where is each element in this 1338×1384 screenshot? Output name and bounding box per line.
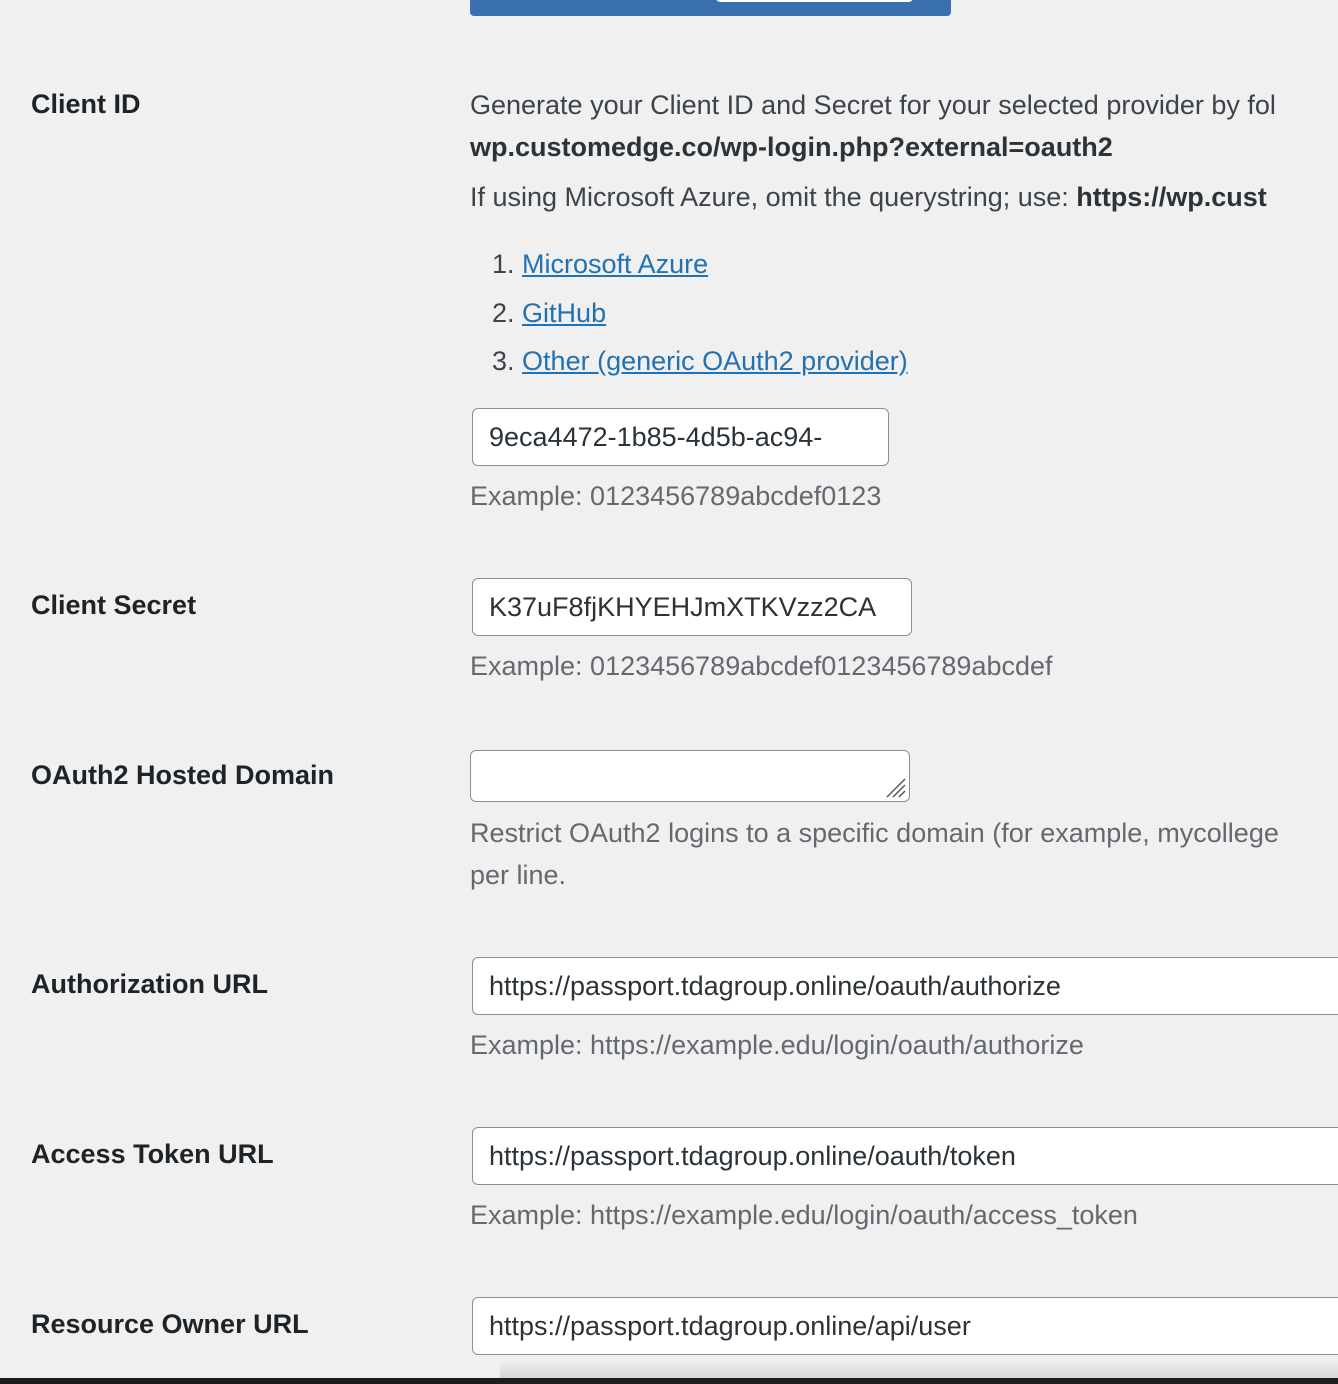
provider-list bbox=[492, 249, 908, 395]
redirect-url: wp.customedge.co/wp-login.php?external=oauth2 bbox=[470, 132, 1113, 162]
access-token-url-label: Access Token URL bbox=[31, 1139, 274, 1169]
generic-oauth2-link[interactable]: Other (generic OAuth2 provider) bbox=[522, 346, 908, 376]
azure-note bbox=[470, 182, 1267, 213]
hosted-domain-label: OAuth2 Hosted Domain bbox=[31, 760, 335, 790]
provider-select-bar[interactable] bbox=[470, 0, 951, 16]
microsoft-azure-link[interactable]: Microsoft Azure bbox=[522, 249, 709, 279]
list-item bbox=[492, 249, 908, 298]
azure-note-prefix: If using Microsoft Azure, omit the querystring; use: bbox=[470, 182, 1077, 212]
client-secret-example: Example: 0123456789abcdef0123456789abcdef bbox=[470, 651, 1053, 681]
client-secret-input[interactable]: K37uF8fjKHYEHJmXTKVzz2CA bbox=[472, 578, 912, 636]
list-number: 1. bbox=[492, 249, 515, 279]
github-link[interactable]: GitHub bbox=[522, 297, 607, 328]
client-id-label: Client ID bbox=[31, 89, 141, 119]
resize-handle-icon[interactable] bbox=[881, 773, 907, 799]
provider-select-field[interactable] bbox=[715, 0, 914, 2]
client-secret-label: Client Secret bbox=[31, 590, 197, 620]
access-token-url-example: Example: https://example.edu/login/oauth/access_token bbox=[470, 1200, 1138, 1230]
list-number: 3. bbox=[492, 346, 515, 376]
client-id-example: Example: 0123456789abcdef0123 bbox=[470, 481, 882, 511]
bottom-edge bbox=[0, 1378, 1338, 1384]
client-id-input[interactable]: 9eca4472-1b85-4d5b-ac94- bbox=[472, 408, 889, 466]
resource-owner-url-label: Resource Owner URL bbox=[31, 1309, 309, 1339]
resource-owner-url-input[interactable]: https://passport.tdagroup.online/api/user bbox=[472, 1297, 1338, 1355]
authorization-url-input[interactable]: https://passport.tdagroup.online/oauth/authorize bbox=[472, 957, 1338, 1015]
client-id-intro: Generate your Client ID and Secret for your selected provider by fol bbox=[470, 90, 1276, 120]
list-number: 2. bbox=[492, 297, 515, 328]
list-item bbox=[492, 298, 908, 347]
authorization-url-label: Authorization URL bbox=[31, 969, 268, 999]
azure-note-url: https://wp.cust bbox=[1076, 182, 1267, 212]
authorization-url-example: Example: https://example.edu/login/oauth/authorize bbox=[470, 1030, 1084, 1060]
hosted-domain-textarea[interactable] bbox=[470, 750, 910, 802]
list-item bbox=[492, 346, 908, 395]
hosted-domain-desc-line1: Restrict OAuth2 logins to a specific domain (for example, mycollege bbox=[470, 818, 1279, 848]
hosted-domain-desc-line2: per line. bbox=[470, 860, 567, 890]
access-token-url-input[interactable]: https://passport.tdagroup.online/oauth/token bbox=[472, 1127, 1338, 1185]
